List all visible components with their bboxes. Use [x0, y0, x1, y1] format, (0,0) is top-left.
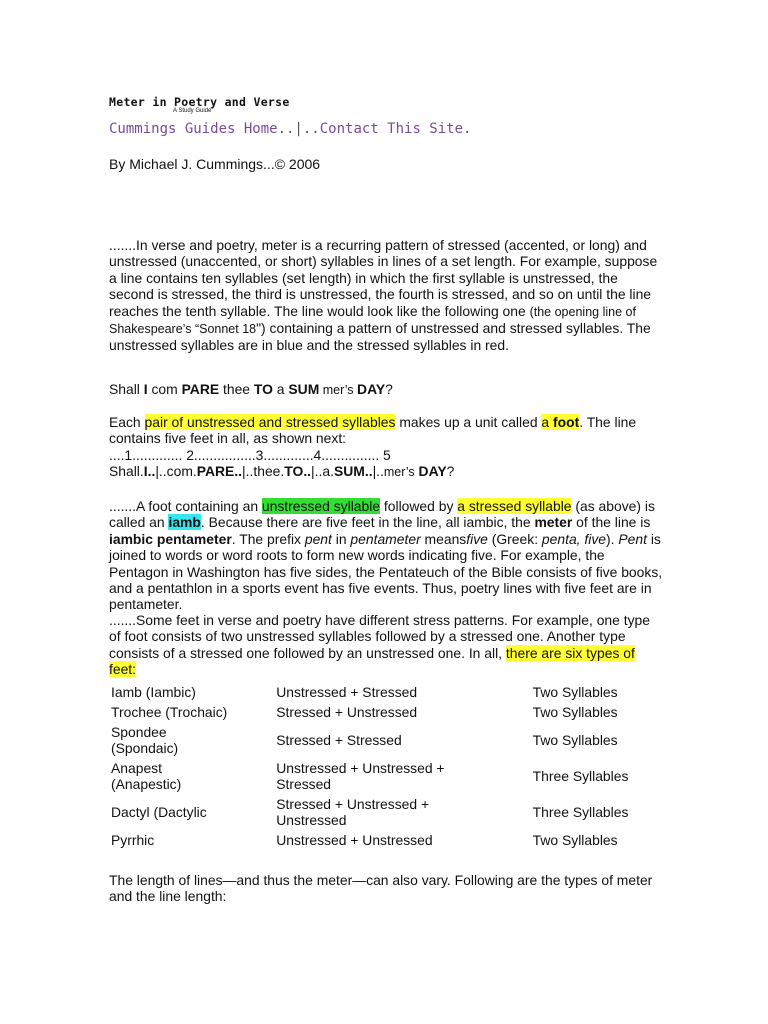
intro-text: .......In verse and poetry, meter is a recurring pattern of stressed (accented, or long) and unstressed (unaccented, or short) syllables in lines of a set length. For example, suppose a line contains ten syllables (set length) in which the first syllable is unstressed, the second is stressed, the third is unstressed, the fourth is stressed, and so on until the line reaches the tenth syllable. The line would look like the following one — [109, 237, 658, 319]
highlight-cyan: iamb — [168, 514, 201, 531]
italic-term: five — [466, 530, 488, 547]
page-title: Meter in Poetry and Verse — [109, 95, 290, 109]
text: followed by — [380, 498, 458, 514]
table-row — [109, 682, 768, 702]
foot-numbers: ....1............. 2................3.............4............... 5 — [109, 446, 391, 463]
text: of the line is — [572, 514, 651, 531]
table-cell: Iamb (Iambic) — [111, 683, 196, 700]
table-row — [109, 830, 768, 850]
word: a — [272, 381, 289, 397]
text: in — [331, 530, 351, 547]
table-cell: Anapest (Anapestic) — [111, 759, 182, 792]
example-line — [109, 381, 665, 398]
table-cell: Unstressed + Unstressed + Stressed — [276, 759, 445, 792]
italic-term: pent — [304, 530, 332, 547]
text: .......Some feet in verse and poetry have different stress patterns. For example, one type of foot consists of two unstressed syllables followed by a stressed one. Another type consists of a stressed one followed by an unstressed one. In all, — [109, 612, 650, 661]
highlight: a — [541, 414, 553, 430]
table-row — [109, 702, 768, 722]
text: . The line contains five feet in all, as shown next: — [109, 414, 637, 447]
highlight-bold: foot — [553, 414, 580, 430]
table-cell: Stressed + Stressed — [276, 731, 402, 748]
nav-separator: ..|.. — [277, 121, 320, 137]
stressed-word: SUM.. — [333, 463, 373, 480]
table-cell: Stressed + Unstressed — [276, 703, 418, 720]
highlight: there are six types of feet: — [109, 644, 635, 678]
table-cell: Spondee (Spondaic) — [111, 723, 179, 756]
text: . Because there are five feet in the line, all iambic, the — [200, 514, 535, 531]
foot-paragraph — [109, 414, 665, 481]
stressed-word: I — [143, 381, 148, 397]
word: |.. — [372, 463, 384, 480]
bold-term: iambic pentameter — [109, 530, 232, 547]
text: means — [420, 530, 467, 547]
intro-text-rest: ") containing a pattern of unstressed and stressed syllables. The unstressed syllables are in blue and the stressed syllables in red. — [109, 320, 651, 354]
table-row — [109, 758, 768, 794]
highlight-green: unstressed syllable — [261, 498, 381, 514]
highlight-yellow: a stressed syllable — [457, 498, 572, 514]
bold-term: meter — [534, 514, 573, 531]
stressed-word: TO — [253, 381, 273, 397]
text: Each — [109, 414, 145, 430]
table-row — [109, 722, 768, 758]
byline: By Michael J. Cummings...© 2006 — [109, 156, 321, 172]
text: ). — [606, 530, 619, 547]
closing-paragraph: The length of lines—and thus the meter—can also vary. Following are the types of meter and the line length: — [109, 872, 653, 905]
word: |..com. — [155, 463, 197, 480]
text: .......A foot containing an — [109, 498, 262, 514]
highlight: pair of unstressed and stressed syllables — [144, 414, 396, 430]
table-cell: Two Syllables — [532, 731, 618, 748]
word: |..a. — [311, 463, 334, 480]
stressed-word: PARE.. — [196, 463, 243, 480]
table-cell: Unstressed + Unstressed — [276, 831, 433, 848]
iamb-paragraph — [109, 498, 665, 613]
table-cell: Two Syllables — [532, 683, 618, 700]
word: thee — [219, 381, 254, 397]
feet-table — [109, 682, 768, 850]
stressed-word: DAY — [357, 381, 386, 397]
table-cell: Unstressed + Stressed — [276, 683, 418, 700]
table-cell: Two Syllables — [532, 703, 618, 720]
word: ? — [446, 463, 455, 480]
word: mer’s — [319, 383, 358, 397]
stressed-word: SUM — [288, 381, 320, 397]
italic-term: Pent — [618, 530, 647, 547]
intro-paragraph — [109, 237, 665, 354]
table-cell: Dactyl (Dactylic — [111, 803, 207, 820]
italic-term: pentameter — [350, 530, 421, 547]
stressed-word: DAY — [418, 463, 447, 480]
contact-link[interactable]: Contact This Site — [319, 121, 464, 137]
table-cell: Two Syllables — [532, 831, 618, 848]
stressed-word: PARE — [181, 381, 220, 397]
page-subtitle: A Study Guide — [173, 108, 212, 114]
nav-period: . — [463, 121, 472, 137]
text: makes up a unit called — [395, 414, 542, 430]
table-cell: Stressed + Unstressed + Unstressed — [276, 795, 430, 828]
word: mer’s — [383, 465, 415, 480]
feet-paragraph — [109, 612, 665, 678]
table-cell: Three Syllables — [532, 767, 629, 784]
word: com — [147, 381, 182, 397]
table-cell: Three Syllables — [532, 803, 629, 820]
word: ? — [385, 381, 393, 397]
home-link[interactable]: Cummings Guides Home — [109, 121, 278, 137]
text: (Greek: — [487, 530, 542, 547]
italic-term: penta, five — [541, 530, 607, 547]
table-cell: Trochee (Trochaic) — [111, 703, 228, 720]
stressed-word: I.. — [143, 463, 156, 480]
text: is joined to words or word roots to form new words indicating five. For example, the Pentagon in Washington has five sides, the Pentateuch of the Bible consists of five books, and a pentathlon in a sports event has five events. Thus, poetry lines with five feet are in pentameter. — [109, 530, 663, 613]
nav-links — [109, 121, 471, 137]
table-row — [109, 794, 768, 830]
text: . The prefix — [231, 530, 305, 547]
intro-small-text: (the opening line of Shakespeare’s “Sonnet 18 — [109, 304, 636, 337]
word: Shall — [109, 381, 144, 397]
stressed-word: TO.. — [284, 463, 312, 480]
word: |..thee. — [242, 463, 285, 480]
table-cell: Pyrrhic — [111, 831, 155, 848]
text: (as above) is called an — [109, 498, 655, 531]
word: Shall. — [109, 463, 144, 480]
